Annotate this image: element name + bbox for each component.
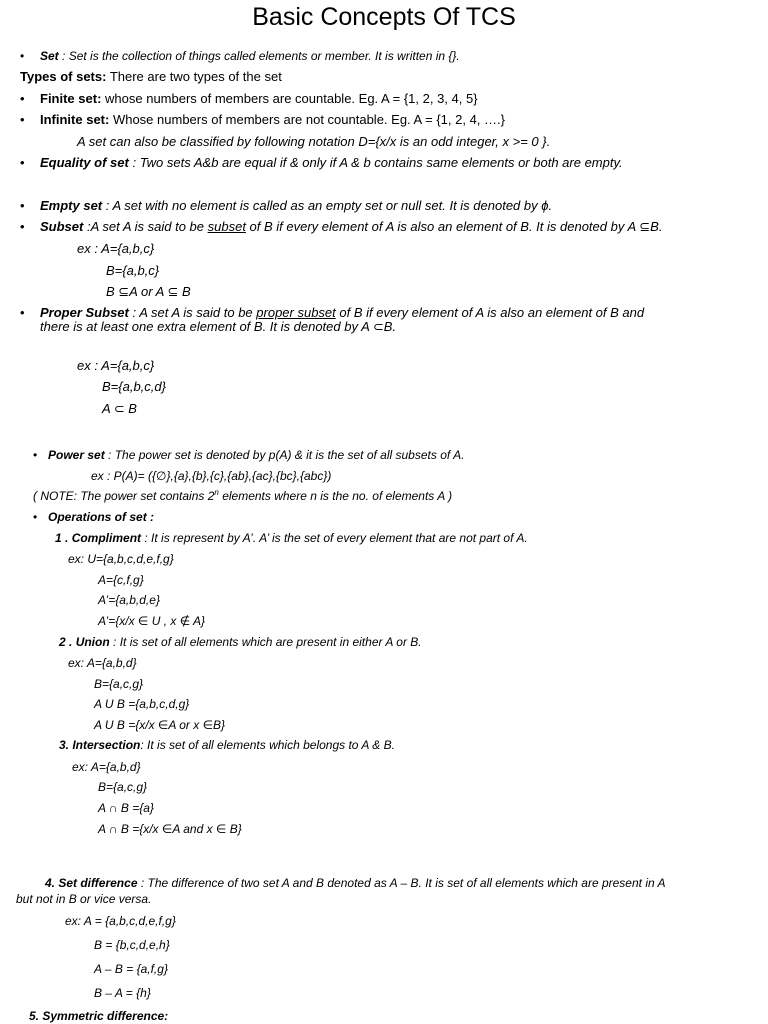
term-subset: Subset bbox=[40, 219, 84, 234]
term-empty: Empty set bbox=[40, 198, 103, 213]
subset-example-line: ex : A={a,b,c} bbox=[77, 241, 155, 256]
symmetric-difference bbox=[29, 1008, 168, 1024]
proper-underlined: proper subset bbox=[256, 305, 336, 320]
difference-text: : The difference of two set A and B denoted as A – B. It is set of all elements which are present in A bbox=[137, 876, 666, 890]
difference-example-line: B = {b,c,d,e,h} bbox=[94, 938, 170, 952]
union-example-line: B={a,c,g} bbox=[94, 677, 144, 691]
note-post: elements where n is the no. of elements A ) bbox=[218, 489, 453, 503]
finite-set bbox=[20, 91, 478, 107]
types-text: There are two types of the set bbox=[106, 69, 282, 84]
types-of-sets bbox=[20, 69, 282, 85]
compliment-example-line: A={c,f,g} bbox=[98, 573, 144, 587]
proper-post: of B if every element of A is also an element of B and bbox=[335, 305, 645, 320]
set-notation: A set can also be classified by following notation D={x/x is an odd integer, x >= 0 }. bbox=[77, 134, 551, 149]
compliment-example-line: ex: U={a,b,c,d,e,f,g} bbox=[68, 552, 174, 566]
intersection-example-line: ex: A={a,b,d} bbox=[72, 760, 141, 774]
term-power-set: Power set bbox=[48, 448, 105, 462]
term-set: Set bbox=[40, 49, 59, 63]
set-difference bbox=[45, 875, 666, 891]
difference-example-line: B – A = {h} bbox=[94, 986, 151, 1000]
difference-line2: but not in B or vice versa. bbox=[16, 892, 152, 906]
proper-line2: there is at least one extra element of B. It is denoted by A ⊂B. bbox=[40, 319, 397, 334]
bullet: • bbox=[20, 219, 25, 234]
bullet: • bbox=[20, 198, 25, 213]
union bbox=[59, 634, 422, 650]
power-set bbox=[33, 447, 464, 463]
power-text: : The power set is denoted by p(A) & it is the set of all subsets of A. bbox=[104, 448, 465, 462]
infinite-set bbox=[20, 112, 505, 128]
difference-example-line: A – B = {a,f,g} bbox=[94, 962, 168, 976]
term-proper-subset: Proper Subset bbox=[40, 305, 129, 320]
page-title: Basic Concepts Of TCS bbox=[252, 3, 516, 31]
proper-example-line: A ⊂ B bbox=[102, 401, 137, 416]
subset bbox=[20, 219, 662, 235]
compliment-example-line: A’={a,b,d,e} bbox=[98, 593, 160, 607]
infinite-text: Whose numbers of members are not countable. Eg. A = {1, 2, 4, ….} bbox=[109, 112, 505, 127]
proper-example-line: ex : A={a,b,c} bbox=[77, 358, 155, 373]
note-sup: n bbox=[214, 488, 219, 497]
empty-set bbox=[20, 198, 552, 214]
empty-text: : A set with no element is called as an empty set or null set. It is denoted by ϕ. bbox=[102, 198, 553, 213]
term-intersection: Intersection bbox=[72, 738, 141, 752]
bullet: • bbox=[20, 112, 25, 127]
power-example: ex : P(A)= ({∅},{a},{b},{c},{ab},{ac},{bc},{abc}) bbox=[91, 469, 332, 483]
operations-heading bbox=[33, 509, 154, 525]
intersection bbox=[59, 737, 395, 753]
compliment-text: : It is represent by A’. A’ is the set of every element that are not part of A. bbox=[141, 531, 528, 545]
subset-pre: :A set A is said to be bbox=[83, 219, 208, 234]
union-num: 2 . bbox=[59, 635, 76, 649]
note-pre: ( NOTE: The power set contains 2 bbox=[33, 489, 215, 503]
term-types: Types of sets: bbox=[20, 69, 107, 84]
symmetric-num: 5. bbox=[29, 1009, 43, 1023]
set-text: : Set is the collection of things called elements or member. It is written in {}. bbox=[58, 49, 460, 63]
finite-text: whose numbers of members are countable. Eg. A = {1, 2, 3, 4, 5} bbox=[101, 91, 478, 106]
compliment-num: 1 . bbox=[55, 531, 72, 545]
bullet: • bbox=[20, 49, 25, 63]
bullet: • bbox=[20, 91, 25, 106]
equality-text: : Two sets A&b are equal if & only if A & b contains same elements or both are empty. bbox=[128, 155, 623, 170]
term-finite: Finite set: bbox=[40, 91, 102, 106]
subset-example-line: B ⊆A or A ⊆ B bbox=[106, 284, 191, 299]
subset-post: of B if every element of A is also an element of B. It is denoted by A ⊆B. bbox=[245, 219, 663, 234]
union-example-line: ex: A={a,b,d} bbox=[68, 656, 137, 670]
equality-of-set bbox=[20, 155, 623, 171]
ops-heading-text: Operations of set : bbox=[48, 510, 155, 524]
term-symmetric-difference: Symmetric difference: bbox=[42, 1009, 169, 1023]
intersection-example-line: A ∩ B ={a} bbox=[98, 801, 154, 815]
term-set-difference: Set difference bbox=[58, 876, 138, 890]
union-example-line: A U B ={a,b,c,d,g} bbox=[94, 697, 190, 711]
set-definition bbox=[20, 48, 460, 64]
term-infinite: Infinite set: bbox=[40, 112, 110, 127]
union-example-line: A U B ={x/x ∈A or x ∈B} bbox=[94, 718, 226, 732]
term-compliment: Compliment bbox=[71, 531, 142, 545]
bullet: • bbox=[20, 305, 25, 320]
intersection-example-line: B={a,c,g} bbox=[98, 780, 148, 794]
difference-example-line: ex: A = {a,b,c,d,e,f,g} bbox=[65, 914, 176, 928]
difference-num: 4. bbox=[45, 876, 59, 890]
intersection-num: 3. bbox=[59, 738, 73, 752]
compliment bbox=[55, 530, 528, 546]
bullet: • bbox=[20, 155, 25, 170]
proper-pre: : A set A is said to be bbox=[128, 305, 257, 320]
intersection-text: : It is set of all elements which belongs to A & B. bbox=[140, 738, 395, 752]
bullet: • bbox=[33, 510, 38, 524]
compliment-example-line: A’={x/x ∈ U , x ∉ A} bbox=[98, 614, 206, 628]
union-text: : It is set of all elements which are present in either A or B. bbox=[109, 635, 422, 649]
bullet: • bbox=[33, 448, 38, 462]
power-note bbox=[33, 488, 452, 504]
term-union: Union bbox=[75, 635, 110, 649]
subset-example-line: B={a,b,c} bbox=[106, 263, 160, 278]
intersection-example-line: A ∩ B ={x/x ∈A and x ∈ B} bbox=[98, 822, 242, 836]
subset-underlined: subset bbox=[207, 219, 246, 234]
proper-example-line: B={a,b,c,d} bbox=[102, 379, 166, 394]
term-equality: Equality of set bbox=[40, 155, 129, 170]
